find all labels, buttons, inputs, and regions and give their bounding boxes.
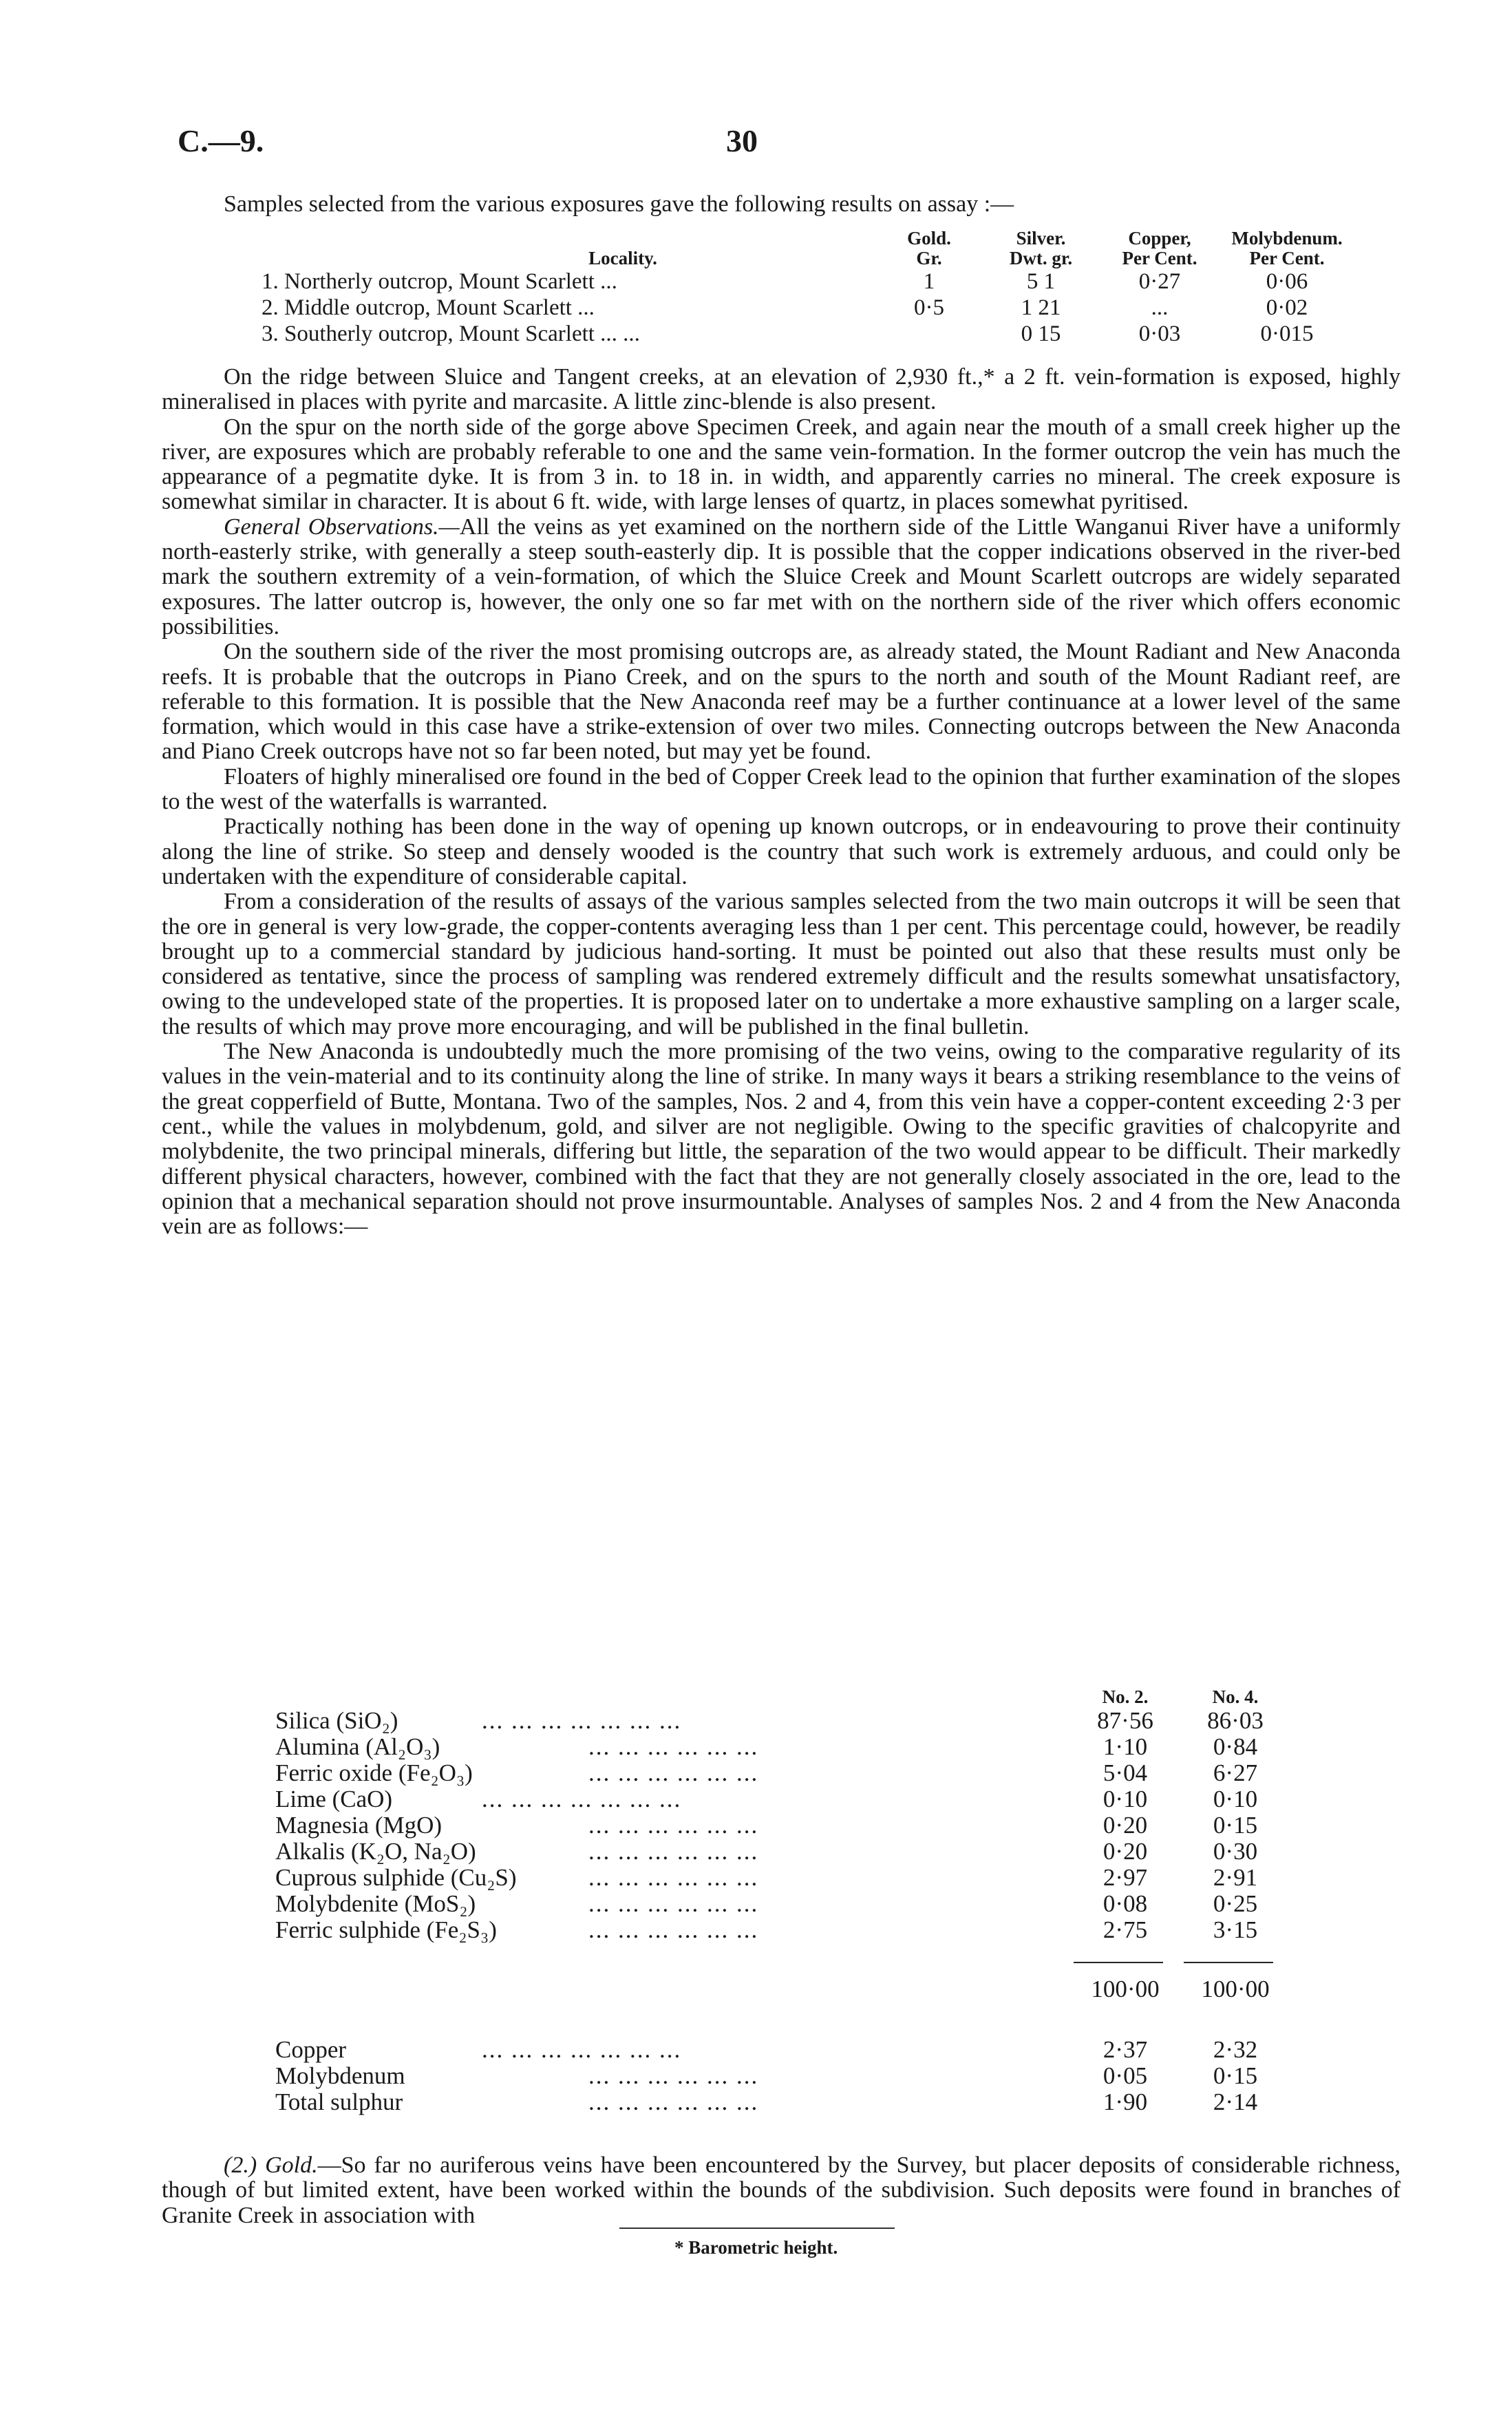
sum-rule [1184,1962,1273,1963]
assay-table [262,229,1352,347]
no4-value: 2·91 [1213,1864,1258,1891]
locality-cell: 3. Southerly outcrop, Mount Scarlett ... ... [262,321,640,346]
paragraph: Practically nothing has been done in the way of opening up known outcrops, or in endeavouring to prove their continuity along the line of strike. So steep and densely wooded is the country that such work is extremely arduous, and could only be undertaken with the expenditure of considerable capital. [162,814,1401,889]
locality-cell: 1. Northerly outcrop, Mount Scarlett ... [262,268,617,294]
no4-value: 0·84 [1213,1733,1258,1760]
paragraph: The New Anaconda is undoubtedly much the more promising of the two veins, owing to the comparative regularity of its values in the vein-material and to its continuity along the line of strike. In many ways it bears a striking resemblance to the veins of the great copperfield of Butte, Montana. Two of the samples, Nos. 2 and 4, from this vein have a copper-content exceeding 2·3 per cent., while the values in molybdenum, gold, and silver are not negligible. Owing to the specific gravities of chalcopyrite and molybdenite, the two principal minerals, differing but little, the separation of the two would appear to be difficult. Their markedly different physical characters, however, combined with the fact that they are not generally closely associated in the ore, lead to the opinion that a mechanical separation should not prove insurmountable. Analyses of samples Nos. 2 and 4 from the New Anaconda vein are as follows:— [162,1039,1401,1240]
leader-dots: ... ... ... ... ... ... [588,1812,759,1839]
copper-header: Copper, Per Cent. [1122,228,1197,268]
no4-value: 2·14 [1213,2088,1258,2115]
locality-header: Locality. [588,248,657,268]
assay-header-row [262,229,1352,268]
no2-value: 2·75 [1103,1916,1148,1943]
leader-dots: ... ... ... ... ... ... ... [482,1786,682,1812]
paragraph: On the spur on the north side of the gorge above Specimen Creek, and again near the mouth of a small creek higher up the river, are exposures which are probably referable to one and the same vein-formation. In the former outcrop the vein has much the appearance of a pegmatite dyke. It is from 3 in. to 18 in. in width, and apparently carries no mineral. The creek exposure is somewhat similar in character. It is about 6 ft. wide, with large lenses of quartz, in places somewhat pyritised. [162,414,1401,515]
no4-total: 100·00 [1201,1976,1270,2002]
silver-header: Silver. Dwt. gr. [1009,228,1073,268]
no2-total: 100·00 [1091,1976,1160,2002]
molybdenum-header: Molybdenum. Per Cent. [1231,228,1343,268]
document-code: C.—9. [178,123,264,158]
analysis-label: Alkalis (K₂O, Na₂O) [275,1838,476,1865]
no4-value: 86·03 [1207,1707,1264,1734]
gold-section [162,2153,1401,2228]
no2-value: 5·04 [1103,1759,1148,1786]
silver-cell: 0 15 [1021,321,1061,346]
silver-cell: 1 21 [1021,295,1061,320]
no2-value: 0·20 [1103,1838,1148,1865]
no4-value: 3·15 [1213,1916,1258,1943]
molybdenum-cell: 0·015 [1260,321,1314,346]
table-row [262,321,1352,347]
leader-dots: ... ... ... ... ... ... [588,2088,759,2115]
no2-value: 2·37 [1103,2036,1148,2063]
no4-value: 0·30 [1213,1838,1258,1865]
analysis-label: Alumina (Al₂O₃) [275,1733,440,1760]
paragraph: On the southern side of the river the most promising outcrops are, as already stated, the Mount Radiant and New Anaconda reefs. It is probable that the outcrops in Piano Creek, and on the spurs to the north and south of the Mount Radiant reef, are referable to this formation. It is possible that the New Anaconda reef may be a further continuance at a lower level of the same formation, which would in this case have a strike-extension of over two miles. Connecting outcrops between the New Anaconda and Piano Creek outcrops have not so far been noted, but may yet be found. [162,639,1401,765]
analysis-label: Ferric sulphide (Fe₂S₃) [275,1916,497,1943]
no2-value: 0·10 [1103,1786,1148,1812]
analysis-label: Molybdenite (MoS₂) [275,1890,476,1917]
silver-cell: 5 1 [1026,268,1056,294]
copper-cell: 0·27 [1138,268,1181,294]
leader-dots: ... ... ... ... ... ... [588,1733,759,1760]
analysis-label: Ferric oxide (Fe₂O₃) [275,1759,473,1786]
section-heading: (2.) Gold. [224,2152,318,2178]
leader-dots: ... ... ... ... ... ... [588,1890,759,1917]
molybdenum-cell: 0·02 [1266,295,1308,320]
analysis-label: Copper [275,2036,347,2063]
no4-header: No. 4. [1212,1686,1259,1707]
leader-dots: ... ... ... ... ... ... [588,2062,759,2089]
molybdenum-cell: 0·06 [1266,268,1308,294]
paragraph: (2.) Gold.—So far no auriferous veins have been encountered by the Survey, but placer deposits of considerable richness, though of but limited extent, have been worked within the bounds of the subdivision. Such deposits were found in branches of Granite Creek in association with [162,2152,1401,2228]
leader-dots: ... ... ... ... ... ... [588,1864,759,1891]
no2-value: 0·08 [1103,1890,1148,1917]
section-heading: General Observations.— [224,514,460,540]
footnote: * Barometric height. [674,2237,838,2258]
copper-cell: ... [1151,295,1169,320]
no4-value: 0·15 [1213,2062,1258,2089]
analysis-label: Lime (CaO) [275,1786,393,1812]
no2-value: 1·10 [1103,1733,1148,1760]
no4-value: 2·32 [1213,2036,1258,2063]
leader-dots: ... ... ... ... ... ... ... [482,1707,682,1734]
body-text [162,365,1401,1239]
no4-value: 0·15 [1213,1812,1258,1839]
copper-cell: 0·03 [1138,321,1181,346]
no2-value: 0·20 [1103,1812,1148,1839]
leader-dots: ... ... ... ... ... ... [588,1838,759,1865]
paragraph: From a consideration of the results of assays of the various samples selected from the two main outcrops it will be seen that the ore in general is very low-grade, the copper-contents averaging less than 1 per cent. This percentage could, however, be readily brought up to a commercial standard by judicious hand-sorting. It must be pointed out also that these results must only be considered as tentative, since the process of sampling was rendered extremely difficult and the results somewhat unsatisfactory, owing to the undeveloped state of the properties. It is proposed later on to undertake a more exhaustive sampling on a larger scale, the results of which may prove more encouraging, and will be published in the final bulletin. [162,889,1401,1039]
leader-dots: ... ... ... ... ... ... [588,1916,759,1943]
sum-rule [1074,1962,1163,1963]
locality-cell: 2. Middle outcrop, Mount Scarlett ... [262,295,595,320]
gold-cell: 1 [923,268,935,294]
assay-intro: Samples selected from the various exposures gave the following results on assay :— [224,191,1014,217]
paragraph: General Observations.—All the veins as yet examined on the northern side of the Little Wanganui River have a uniformly north-easterly strike, with generally a steep south-easterly dip. It is possible that the copper indications observed in the river-bed mark the southern extremity of a vein-formation, of which the Sluice Creek and Mount Scarlett outcrops are widely separated exposures. The latter outcrop is, however, the only one so far met with on the northern side of the river which offers economic possibilities. [162,514,1401,639]
analysis-label: Cuprous sulphide (Cu₂S) [275,1864,517,1891]
leader-dots: ... ... ... ... ... ... [588,1759,759,1786]
leader-dots: ... ... ... ... ... ... ... [482,2036,682,2063]
paragraph: Floaters of highly mineralised ore found in the bed of Copper Creek lead to the opinion that further examination of the slopes to the west of the waterfalls is warranted. [162,763,1401,815]
no2-value: 87·56 [1097,1707,1153,1734]
gold-header: Gold. Gr. [907,228,951,268]
gold-cell: 0·5 [914,295,944,320]
no4-value: 6·27 [1213,1759,1258,1786]
gold-cell [874,321,984,347]
no4-value: 0·25 [1213,1890,1258,1917]
no2-value: 1·90 [1103,2088,1148,2115]
analysis-label: Silica (SiO₂) [275,1707,398,1734]
paragraph: On the ridge between Sluice and Tangent creeks, at an elevation of 2,930 ft.,* a 2 ft. vein-formation is exposed, highly mineralised in places with pyrite and marcasite. A little zinc-blende is also present. [162,364,1401,415]
footnote-rule [619,2228,895,2229]
table-row [262,295,1352,321]
analysis-label: Molybdenum [275,2062,405,2089]
analysis-label: Total sulphur [275,2088,403,2115]
no2-header: No. 2. [1102,1686,1149,1707]
no2-value: 2·97 [1103,1864,1148,1891]
table-row [262,268,1352,295]
no4-value: 0·10 [1213,1786,1258,1812]
no2-value: 0·05 [1103,2062,1148,2089]
analysis-label: Magnesia (MgO) [275,1812,443,1839]
page-number: 30 [726,123,758,158]
